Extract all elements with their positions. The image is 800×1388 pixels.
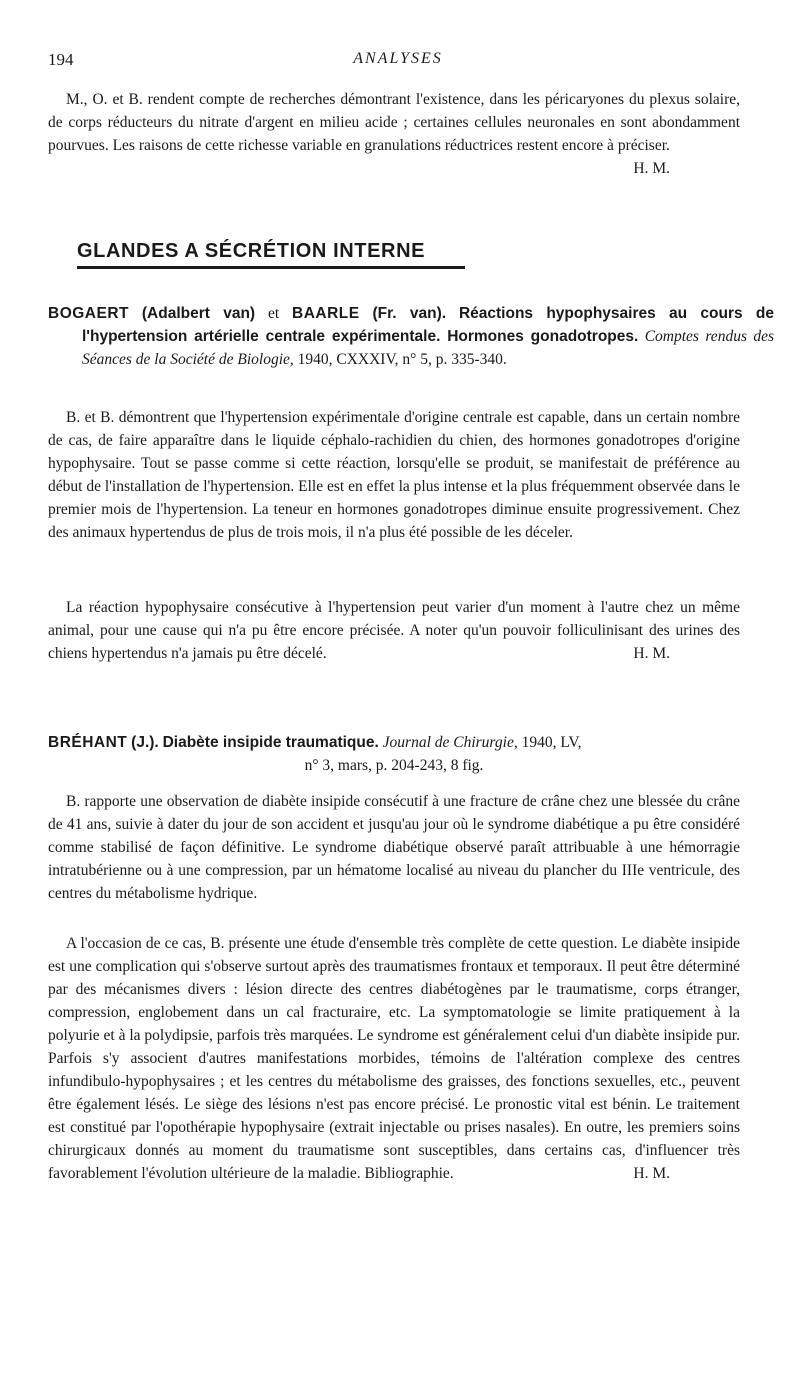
entry-1-paragraph-2 [48, 596, 740, 665]
entry-1-author-2: BAARLE [292, 305, 360, 322]
entry-2-citation-a: 1940, LV, [521, 734, 582, 751]
intro-signature: H. M. [633, 160, 670, 177]
intro-paragraph [48, 88, 740, 180]
page-number: 194 [48, 50, 74, 69]
entry-1-author-1-given: (Adalbert van) [141, 305, 256, 322]
running-title: ANALYSES [353, 50, 443, 67]
entry-2-citation-b: n° 3, mars, p. 204-243, 8 fig. [304, 757, 484, 774]
entry-2-paragraph-2 [48, 932, 740, 1185]
entry-2-signature: H. M. [633, 1165, 670, 1182]
entry-2-header [48, 731, 740, 777]
entry-1-author-1: BOGAERT [48, 305, 129, 322]
entry-2-author: BRÉHANT [48, 734, 128, 751]
entry-1-header [48, 302, 774, 371]
entry-1-journal: Comptes rendus des Séances de la Société de Biologie, [82, 328, 775, 368]
entry-1-signature: H. M. [633, 645, 670, 662]
running-head [48, 50, 748, 72]
entry-1-citation: 1940, CXXXIV, n° 5, p. 335-340. [297, 351, 507, 368]
entry-1-paragraph-2-text: La réaction hypophysaire consécutive à l'hypertension peut varier d'un moment à l'autre chez un même animal, pour une cause qui n'a pu être encore précisée. A noter qu'un pouvoir folliculinisant des urines des chiens hypertendus n'a jamais pu être décelé. [48, 599, 740, 662]
entry-2-paragraph-1: B. rapporte une observation de diabète insipide consécutif à une fracture de crâne chez une blessée du crâne de 41 ans, suivie à dater du jour de son accident et jusqu'au jour où le syndrome diabétique a pu être considéré comme stabilisé de façon définitive. Le syndrome diabétique observé paraît attribuable à une hémorragie intratubérienne ou à une compression, par un hématome localisé au niveau du plancher du IIIe ventricule, des centres du métabolisme hydrique. [48, 793, 740, 902]
entry-1-paragraph-1: B. et B. démontrent que l'hypertension expérimentale d'origine centrale est capable, dans un certain nombre de cas, de faire apparaître dans le liquide céphalo-rachidien du chien, des hormones gonadotropes d'origine hypophysaire. Tout se passe comme si cette réaction, lorsqu'elle se produit, se manifestait de préférence au début de l'installation de l'hypertension. Elle est en effet la plus intense et la plus fréquemment observée dans le premier mois de l'hypertension. La teneur en hormones gonadotropes diminue ensuite progressivement. Chez des animaux hypertendus de plus de trois mois, il n'a plus été possible de les déceler. [48, 409, 740, 541]
entry-2-title: Diabète insipide traumatique. [162, 734, 379, 751]
entry-2-author-given: (J.). [131, 734, 159, 751]
intro-text: M., O. et B. rendent compte de recherches démontrant l'existence, dans les péricaryones du plexus solaire, de corps réducteurs du nitrate d'argent en milieu acide ; certaines cellules neuronales en sont abondamment pourvues. Les raisons de cette richesse variable en granulations réductrices restent encore à préciser. [48, 91, 740, 154]
entry-2-journal: Journal de Chirurgie, [382, 734, 518, 751]
entry-1-title: Réactions hypophysaires au cours de l'hypertension artérielle centrale expérimentale. Hormones gonadotropes. [82, 305, 775, 345]
entry-2-paragraph-2-text: A l'occasion de ce cas, B. présente une étude d'ensemble très complète de cette question. Le diabète insipide est une complication qui s'observe surtout après des traumatismes frontaux et temporaux. Il peut être déterminé par des mécanismes divers : lésion directe des centres diabétogènes par le traumatisme, corps étranger, compression, englobement dans un cal fracturaire, etc. La symptomatologie se limite pratiquement à la polyurie et à la polydipsie, parfois très marquées. Le syndrome est généralement celui d'un diabète insipide pur. Parfois s'y associent d'autres manifestations morbides, témoins de l'altération complexe des centres infundibulo-hypophysaires ; et les centres du métabolisme des graisses, des fonctions sexuelles, etc., peuvent être également lésés. Le siège des lésions n'est pas encore précisé. Le pronostic vital est bénin. Le traitement est constitué par l'opothérapie hypophysaire (extrait injectable ou prises nasales). En outre, les premiers soins chirurgicaux donnés au moment du traumatisme sont susceptibles, dans certains cas, d'influencer très favorablement l'évolution ultérieure de la maladie. Bibliographie. [48, 935, 740, 1182]
entry-1-conjunction: et [267, 305, 280, 322]
entry-1-author-2-given: (Fr. van). [372, 305, 447, 322]
section-heading: GLANDES A SÉCRÉTION INTERNE [77, 240, 465, 269]
